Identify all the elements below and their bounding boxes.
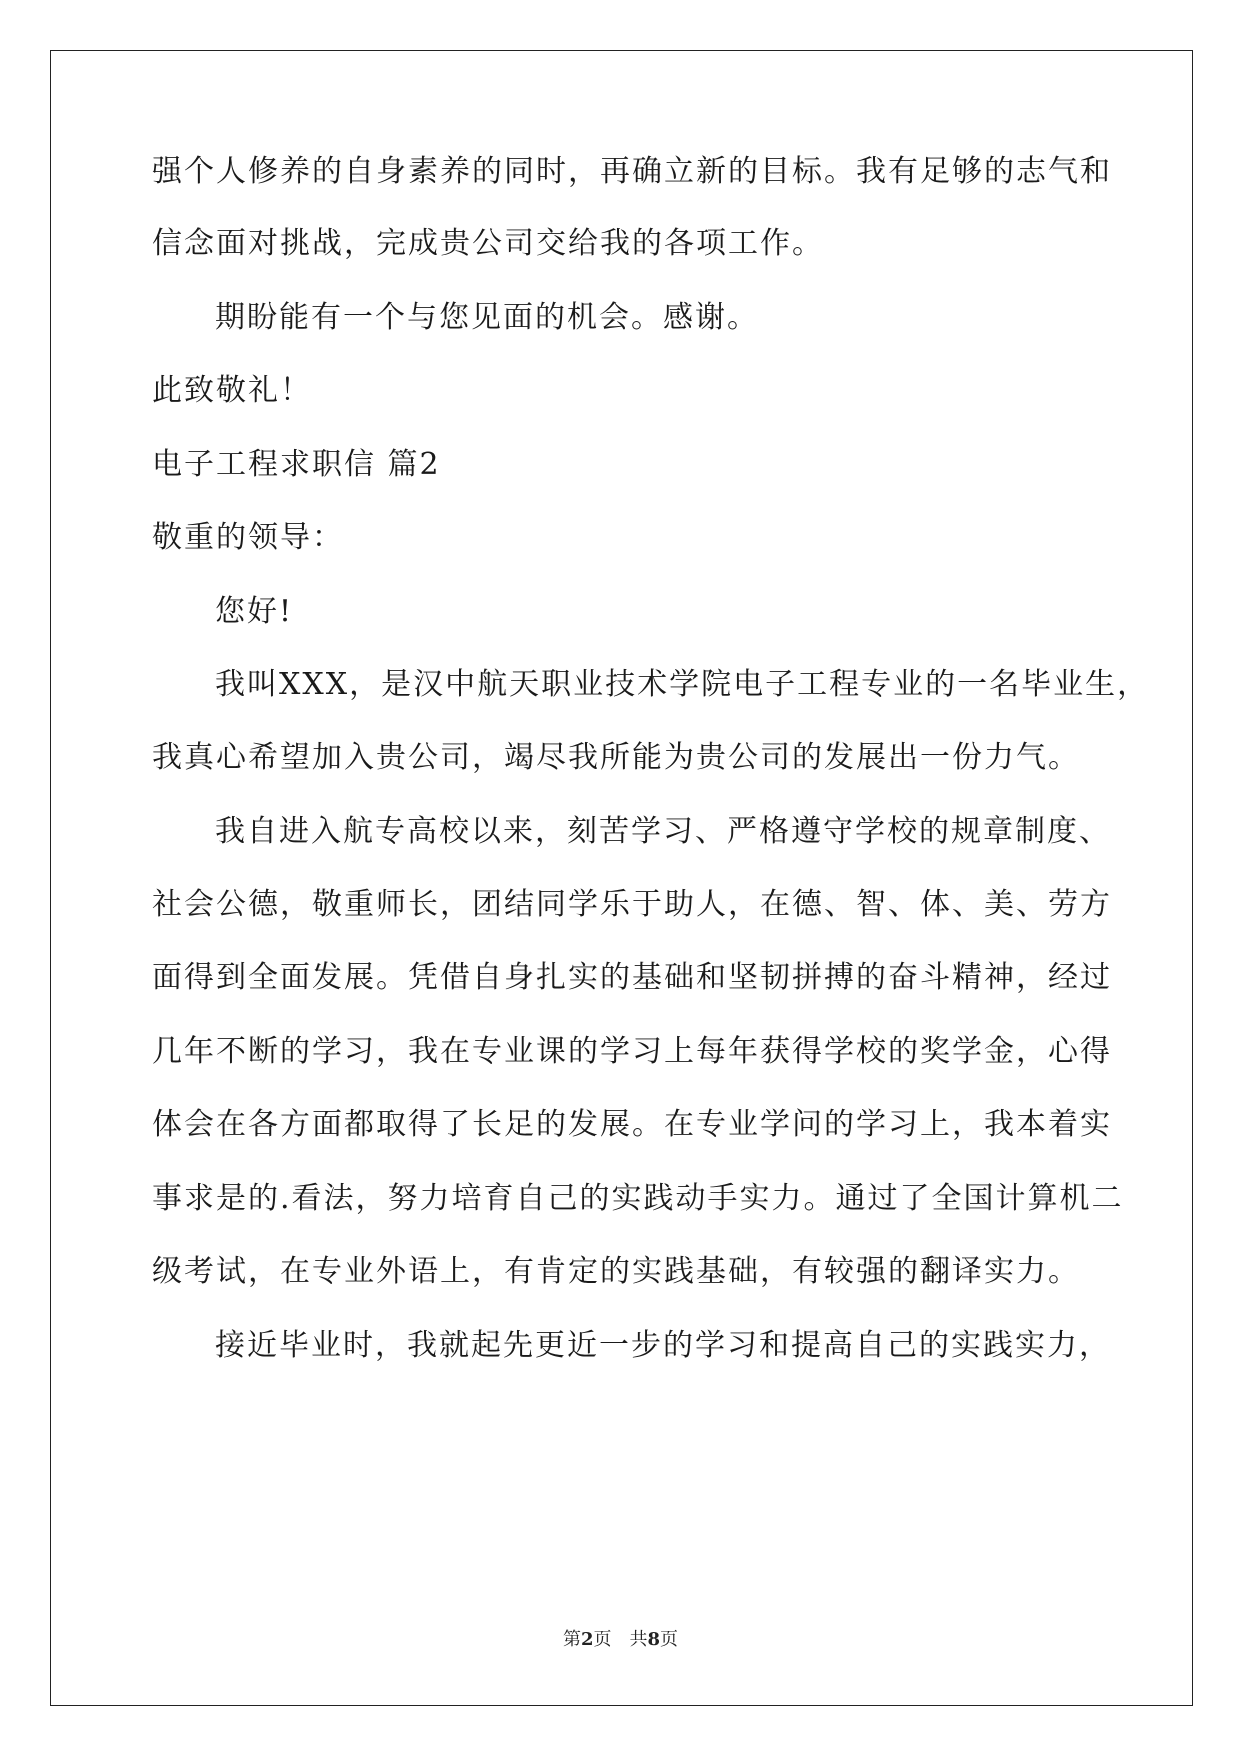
text-line: 级考试，在专业外语上，有肯定的实践基础，有较强的翻译实力。 bbox=[152, 1254, 1080, 1289]
text-line: 期盼能有一个与您见面的机会。感谢。 bbox=[215, 300, 759, 335]
text-line: 接近毕业时，我就起先更近一步的学习和提高自己的实践实力， bbox=[215, 1328, 1111, 1363]
text-line: 体会在各方面都取得了长足的发展。在专业学问的学习上，我本着实 bbox=[152, 1107, 1112, 1142]
text-line: 我自进入航专高校以来，刻苦学习、严格遵守学校的规章制度、 bbox=[215, 814, 1111, 849]
page-mid: 页 共 bbox=[593, 1629, 648, 1650]
text-line: 我真心希望加入贵公司，竭尽我所能为贵公司的发展出一份力气。 bbox=[152, 740, 1080, 775]
page-total: 8 bbox=[647, 1629, 661, 1650]
closing-salutation: 此致敬礼！ bbox=[152, 373, 312, 408]
text-line: 强个人修养的自身素养的同时，再确立新的目标。我有足够的志气和 bbox=[152, 154, 1112, 189]
greeting: 敬重的领导： bbox=[152, 520, 344, 555]
text-line: 我叫XXX，是汉中航天职业技术学院电子工程专业的一名毕业生， bbox=[215, 667, 1150, 702]
text-line: 事求是的.看法，努力培育自己的实践动手实力。通过了全国计算机二 bbox=[152, 1181, 1124, 1216]
text-line: 面得到全面发展。凭借自身扎实的基础和坚韧拼搏的奋斗精神，经过 bbox=[152, 960, 1112, 995]
page-suffix: 页 bbox=[660, 1629, 679, 1650]
text-line: 几年不断的学习，我在专业课的学习上每年获得学校的奖学金，心得 bbox=[152, 1034, 1112, 1069]
page-footer bbox=[0, 1628, 1241, 1652]
text-line: 社会公德，敬重师长，团结同学乐于助人，在德、智、体、美、劳方 bbox=[152, 887, 1112, 922]
page-current: 2 bbox=[580, 1629, 594, 1650]
text-line: 您好! bbox=[215, 594, 294, 629]
text-line: 信念面对挑战，完成贵公司交给我的各项工作。 bbox=[152, 226, 824, 261]
page-prefix: 第 bbox=[562, 1629, 581, 1650]
section-heading: 电子工程求职信 篇2 bbox=[152, 447, 441, 482]
